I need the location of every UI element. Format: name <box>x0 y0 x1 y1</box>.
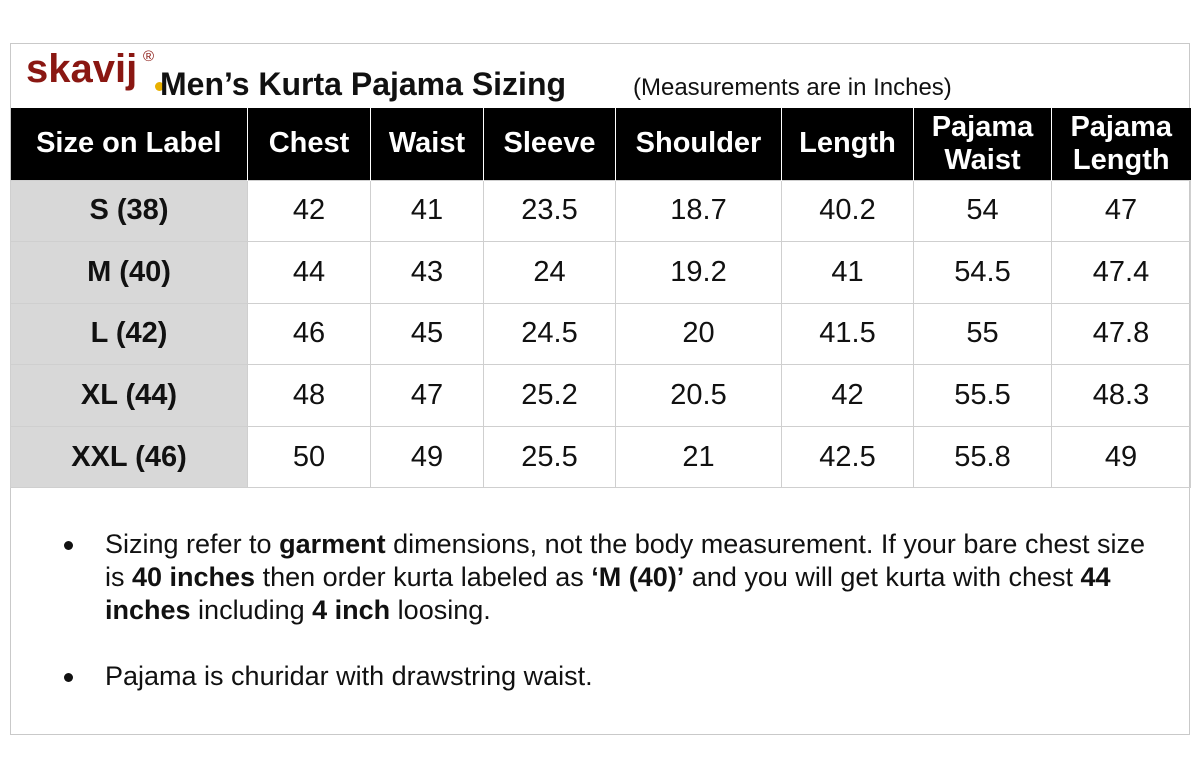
table-cell: 48 <box>248 365 371 427</box>
table-cell: 55.5 <box>914 365 1052 427</box>
column-header: Pajama Length <box>1052 108 1191 180</box>
page-title: Men’s Kurta Pajama Sizing <box>160 66 567 102</box>
table-cell: 54 <box>914 180 1052 242</box>
table-cell: 18.7 <box>616 180 782 242</box>
table-cell: 21 <box>616 426 782 488</box>
registered-mark: ® <box>143 48 155 65</box>
note-text: Sizing refer to <box>105 529 280 559</box>
size-label-cell: M (40) <box>11 242 248 304</box>
table-cell: 48.3 <box>1052 365 1191 427</box>
size-table <box>10 108 1191 488</box>
note-text: Pajama is churidar with drawstring waist. <box>105 661 593 691</box>
table-cell: 55 <box>914 303 1052 365</box>
bullet-icon <box>64 541 73 550</box>
table-row <box>11 242 1191 304</box>
table-cell: 44 <box>248 242 371 304</box>
table-cell: 55.8 <box>914 426 1052 488</box>
note-text: dimensions, not the body measurement. If your bare chest size is <box>105 529 1145 592</box>
table-cell: 54.5 <box>914 242 1052 304</box>
table-cell: 41.5 <box>782 303 914 365</box>
note-emphasis: ‘M (40)’ <box>591 562 685 592</box>
column-header: Pajama Waist <box>914 108 1052 180</box>
sizing-notes <box>60 528 1170 693</box>
table-cell: 23.5 <box>484 180 616 242</box>
table-cell: 50 <box>248 426 371 488</box>
table-cell: 49 <box>1052 426 1191 488</box>
table-cell: 42.5 <box>782 426 914 488</box>
table-row <box>11 426 1191 488</box>
table-cell: 24 <box>484 242 616 304</box>
table-cell: 20 <box>616 303 782 365</box>
page-subtitle: (Measurements are in Inches) <box>633 74 952 101</box>
table-cell: 47 <box>1052 180 1191 242</box>
size-label-cell: L (42) <box>11 303 248 365</box>
note-pajama-type <box>60 660 1170 693</box>
table-cell: 43 <box>371 242 484 304</box>
column-header: Chest <box>248 108 371 180</box>
table-cell: 47 <box>371 365 484 427</box>
note-emphasis: 40 inches <box>132 562 256 592</box>
brand-logo: skavij <box>26 47 138 91</box>
table-cell: 40.2 <box>782 180 914 242</box>
size-label-cell: S (38) <box>11 180 248 242</box>
table-row <box>11 303 1191 365</box>
column-header: Sleeve <box>484 108 616 180</box>
table-cell: 41 <box>782 242 914 304</box>
column-header: Waist <box>371 108 484 180</box>
note-text: loosing. <box>390 595 491 625</box>
table-row <box>11 180 1191 242</box>
table-cell: 42 <box>248 180 371 242</box>
column-header: Size on Label <box>11 108 248 180</box>
table-cell: 24.5 <box>484 303 616 365</box>
table-cell: 45 <box>371 303 484 365</box>
table-cell: 20.5 <box>616 365 782 427</box>
table-cell: 25.5 <box>484 426 616 488</box>
note-emphasis: 44 inches <box>105 562 1111 625</box>
chart-header <box>18 47 1178 107</box>
column-header: Shoulder <box>616 108 782 180</box>
table-cell: 19.2 <box>616 242 782 304</box>
size-label-cell: XL (44) <box>11 365 248 427</box>
note-text: and you will get kurta with chest <box>684 562 1081 592</box>
table-cell: 47.8 <box>1052 303 1191 365</box>
note-garment-sizing <box>60 528 1170 627</box>
table-cell: 25.2 <box>484 365 616 427</box>
table-header-row <box>11 108 1191 180</box>
table-cell: 47.4 <box>1052 242 1191 304</box>
table-cell: 46 <box>248 303 371 365</box>
note-emphasis: garment <box>279 529 386 559</box>
column-header: Length <box>782 108 914 180</box>
size-label-cell: XXL (46) <box>11 426 248 488</box>
note-text: including <box>190 595 313 625</box>
table-cell: 42 <box>782 365 914 427</box>
table-row <box>11 365 1191 427</box>
table-cell: 49 <box>371 426 484 488</box>
note-emphasis: 4 inch <box>312 595 391 625</box>
bullet-icon <box>64 673 73 682</box>
table-cell: 41 <box>371 180 484 242</box>
note-text: then order kurta labeled as <box>255 562 592 592</box>
